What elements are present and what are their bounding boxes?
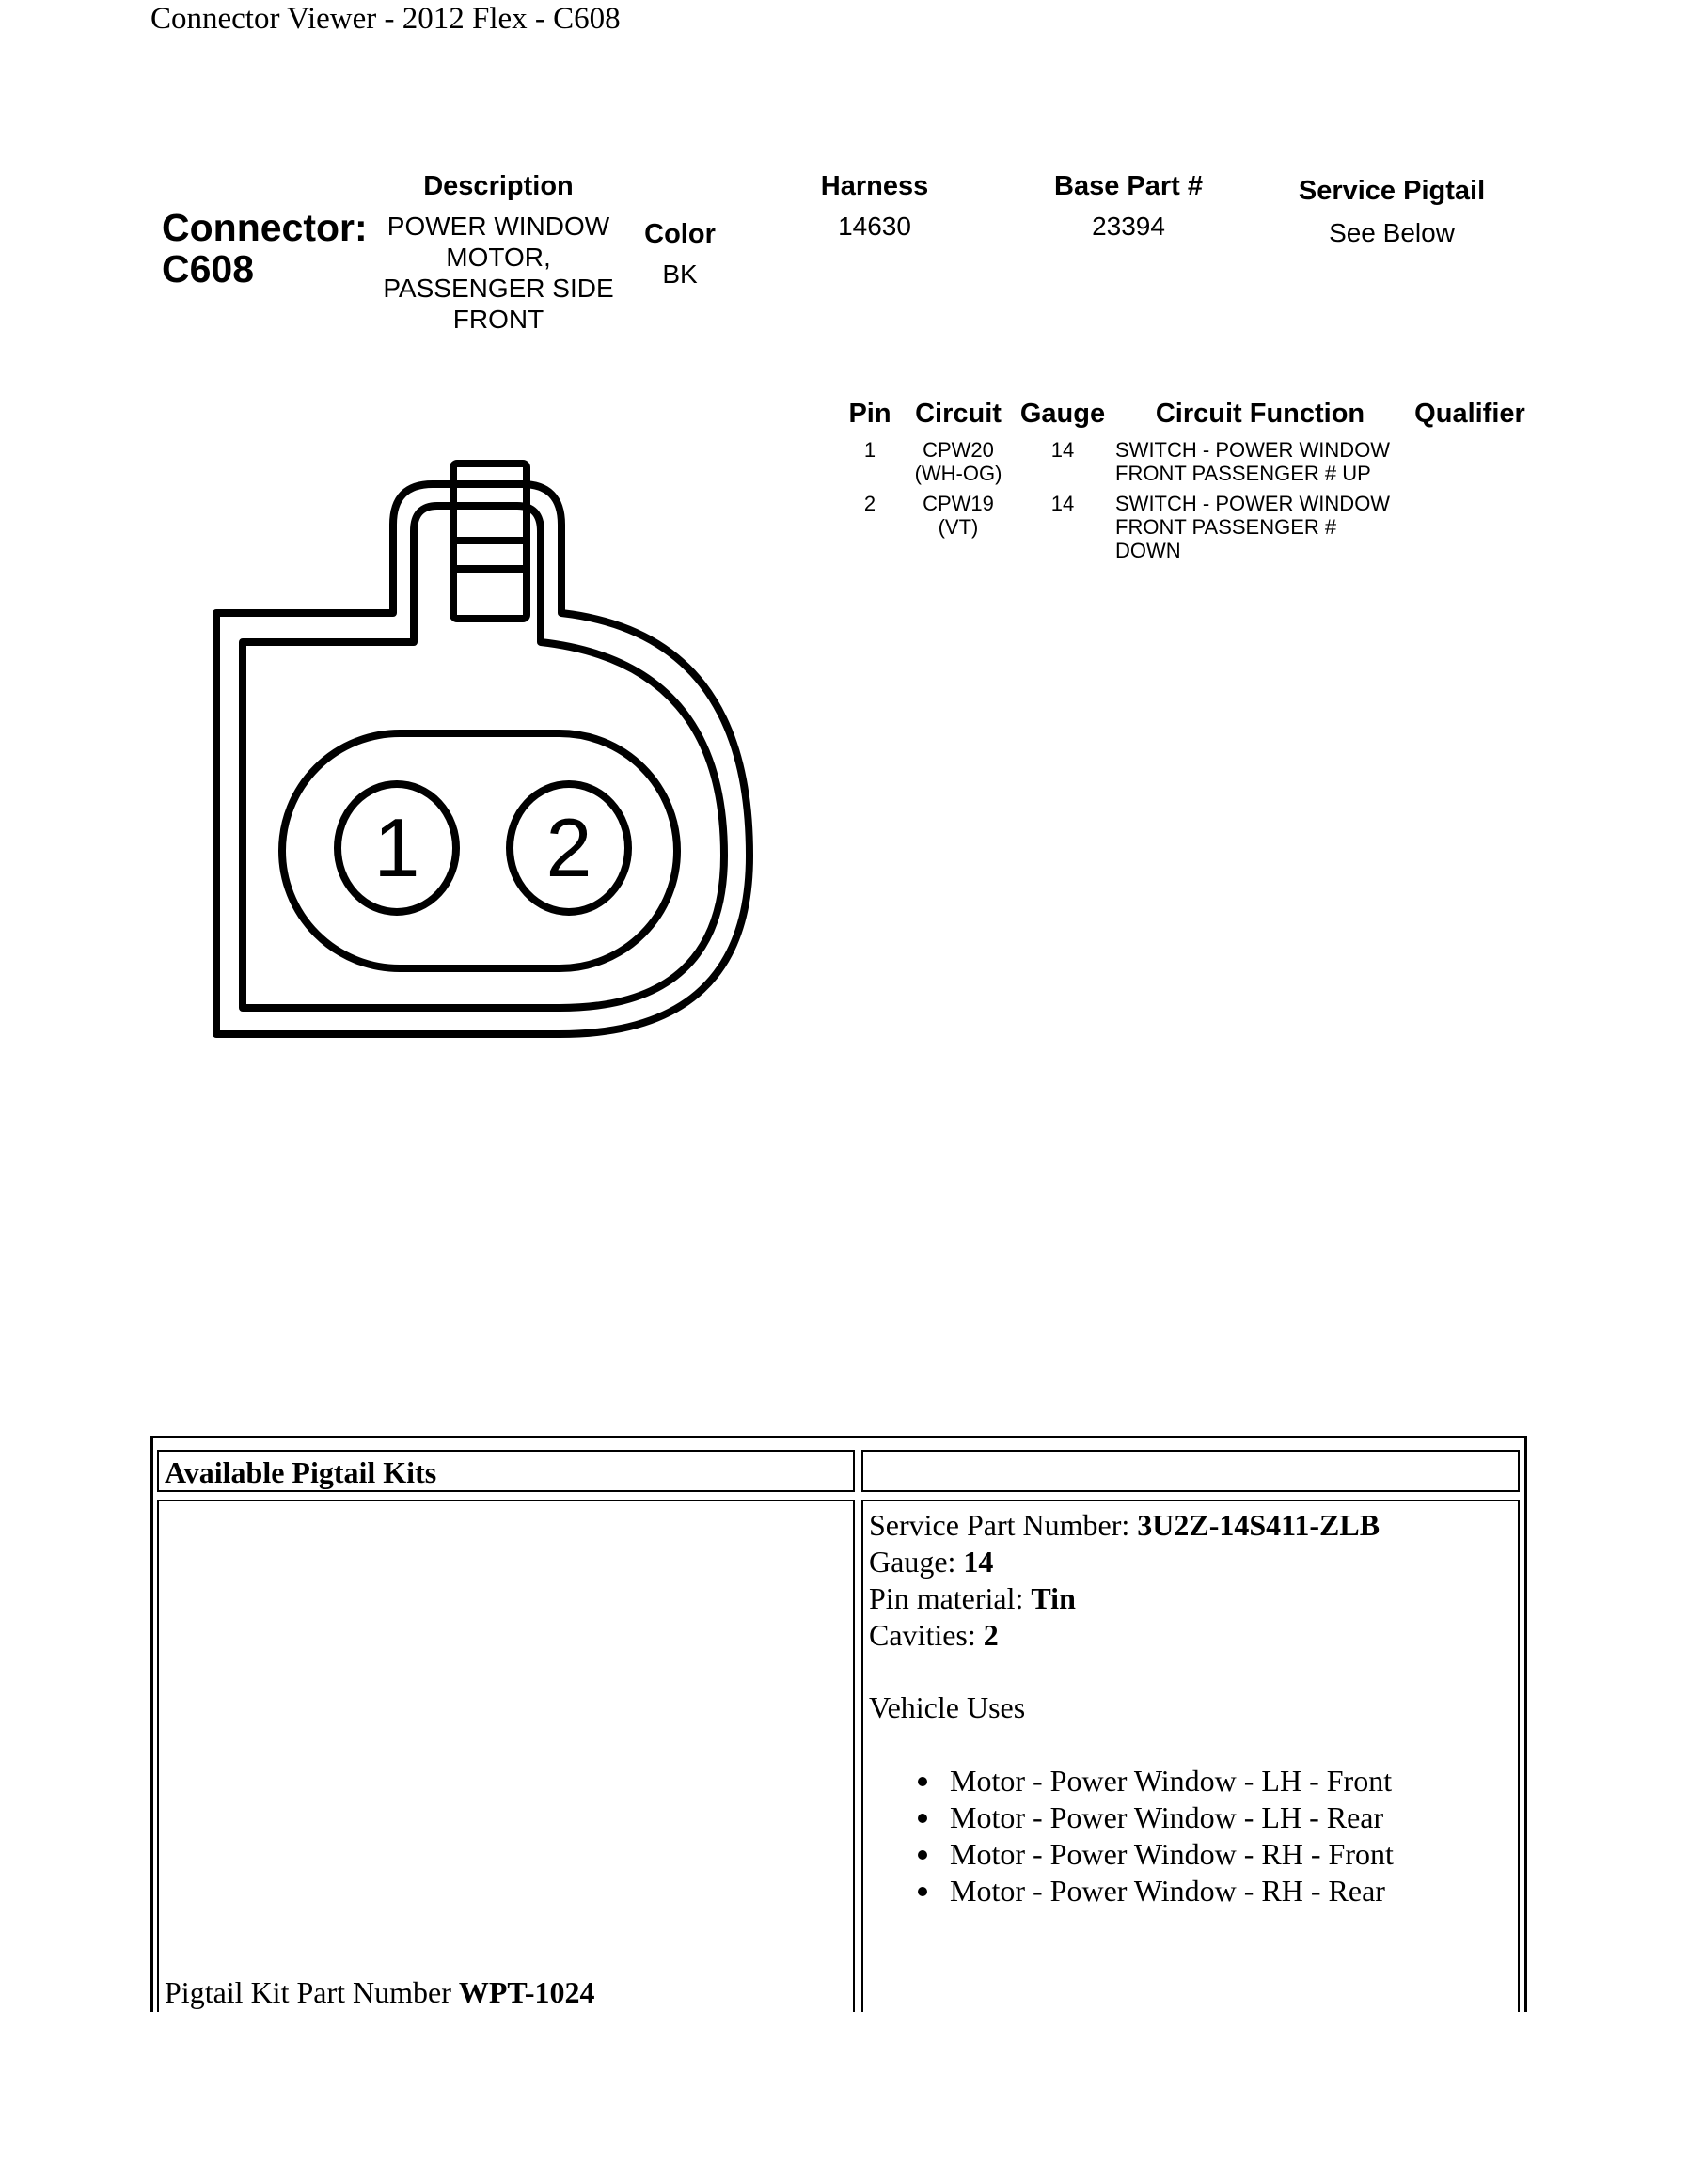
pigtail-kits-table — [150, 1436, 1527, 2012]
circuit-column-header: Circuit — [915, 399, 1002, 429]
service-pigtail-value: See Below — [1329, 218, 1455, 247]
vehicle-use-text: Motor - Power Window - RH - Front — [950, 1837, 1394, 1871]
function-line: FRONT PASSENGER # — [1115, 515, 1337, 539]
description-line: FRONT — [452, 305, 544, 334]
pin-2-label: 2 — [545, 801, 592, 894]
pin-number: 2 — [863, 492, 876, 515]
pigtail-title: Available Pigtail Kits — [165, 1455, 437, 1489]
base-part-value: 23394 — [1092, 212, 1165, 241]
gauge-column-header: Gauge — [1019, 399, 1106, 429]
vehicle-uses-list — [869, 1763, 1394, 1909]
pin-number: 1 — [863, 438, 876, 462]
function-line: SWITCH - POWER WINDOW — [1115, 492, 1391, 515]
page-title: Connector Viewer - 2012 Flex - C608 — [150, 2, 621, 36]
connector-face-diagram — [188, 451, 790, 1072]
service-part-label: Service Part Number: — [869, 1508, 1138, 1542]
pigtail-kit-part-number — [165, 1975, 594, 2010]
circuit-function-cell — [1115, 438, 1397, 485]
pigtail-gauge-value: 14 — [963, 1545, 994, 1579]
bullet-icon — [918, 1814, 927, 1823]
pigtail-title-cell — [157, 1450, 855, 1492]
kit-part-label: Pigtail Kit Part Number — [165, 1975, 459, 2009]
harness-header: Harness — [820, 171, 929, 201]
vehicle-use-item — [918, 1763, 1394, 1799]
service-part-number — [869, 1507, 1394, 1544]
pigtail-header-empty-cell — [861, 1450, 1520, 1492]
function-line: DOWN — [1115, 539, 1181, 562]
cavities-label: Cavities: — [869, 1618, 984, 1652]
bullet-icon — [918, 1850, 927, 1860]
pin-material — [869, 1580, 1394, 1617]
description-header: Description — [423, 171, 574, 201]
gauge-cell: 14 — [1050, 492, 1075, 515]
function-line: FRONT PASSENGER # UP — [1115, 462, 1371, 485]
pigtail-image-cell — [157, 1500, 855, 2012]
connector-label-block — [162, 207, 368, 290]
circuit-function-cell — [1115, 492, 1397, 562]
circuit-color: (WH-OG) — [914, 462, 1002, 485]
vehicle-use-text: Motor - Power Window - LH - Rear — [950, 1800, 1384, 1834]
kit-part-value: WPT-1024 — [458, 1975, 595, 2009]
description-line: PASSENGER SIDE — [383, 274, 614, 303]
pigtail-details-cell — [861, 1500, 1520, 2012]
circuit-code: CPW20 — [923, 438, 994, 462]
vehicle-uses-label: Vehicle Uses — [869, 1690, 1026, 1724]
color-value: BK — [662, 259, 698, 289]
gauge-cell: 14 — [1050, 438, 1075, 462]
vehicle-use-item — [918, 1836, 1394, 1873]
pigtail-gauge — [869, 1544, 1394, 1580]
pigtail-specs — [869, 1507, 1394, 1909]
base-part-header: Base Part # — [1054, 171, 1203, 201]
circuit-code: CPW19 — [923, 492, 994, 515]
vehicle-use-item — [918, 1799, 1394, 1836]
harness-value: 14630 — [838, 212, 911, 241]
bullet-icon — [918, 1887, 927, 1896]
connector-label: Connector: — [162, 206, 368, 249]
qualifier-column-header: Qualifier — [1414, 399, 1525, 429]
pin-material-label: Pin material: — [869, 1581, 1032, 1615]
circuit-function-column-header: Circuit Function — [1155, 399, 1365, 429]
description-line: MOTOR, — [446, 243, 551, 272]
cavities — [869, 1617, 1394, 1654]
vehicle-use-item — [918, 1873, 1394, 1909]
pigtail-gauge-label: Gauge: — [869, 1545, 964, 1579]
vehicle-use-text: Motor - Power Window - LH - Front — [950, 1764, 1393, 1798]
circuit-cell — [906, 438, 1011, 485]
bullet-icon — [918, 1777, 927, 1786]
vehicle-use-text: Motor - Power Window - RH - Rear — [950, 1874, 1385, 1908]
pin-material-value: Tin — [1031, 1581, 1076, 1615]
service-pigtail-header: Service Pigtail — [1298, 176, 1486, 206]
color-header: Color — [644, 219, 716, 249]
circuit-color: (VT) — [938, 515, 979, 539]
cavities-value: 2 — [983, 1618, 999, 1652]
pin-1-label: 1 — [373, 801, 420, 894]
circuit-cell — [906, 492, 1011, 539]
pin-column-header: Pin — [848, 399, 891, 429]
description-line: POWER WINDOW — [387, 212, 610, 241]
function-line: SWITCH - POWER WINDOW — [1115, 438, 1391, 462]
description-value — [367, 211, 630, 335]
connector-id: C608 — [162, 247, 255, 291]
service-part-value: 3U2Z-14S411-ZLB — [1137, 1508, 1380, 1542]
